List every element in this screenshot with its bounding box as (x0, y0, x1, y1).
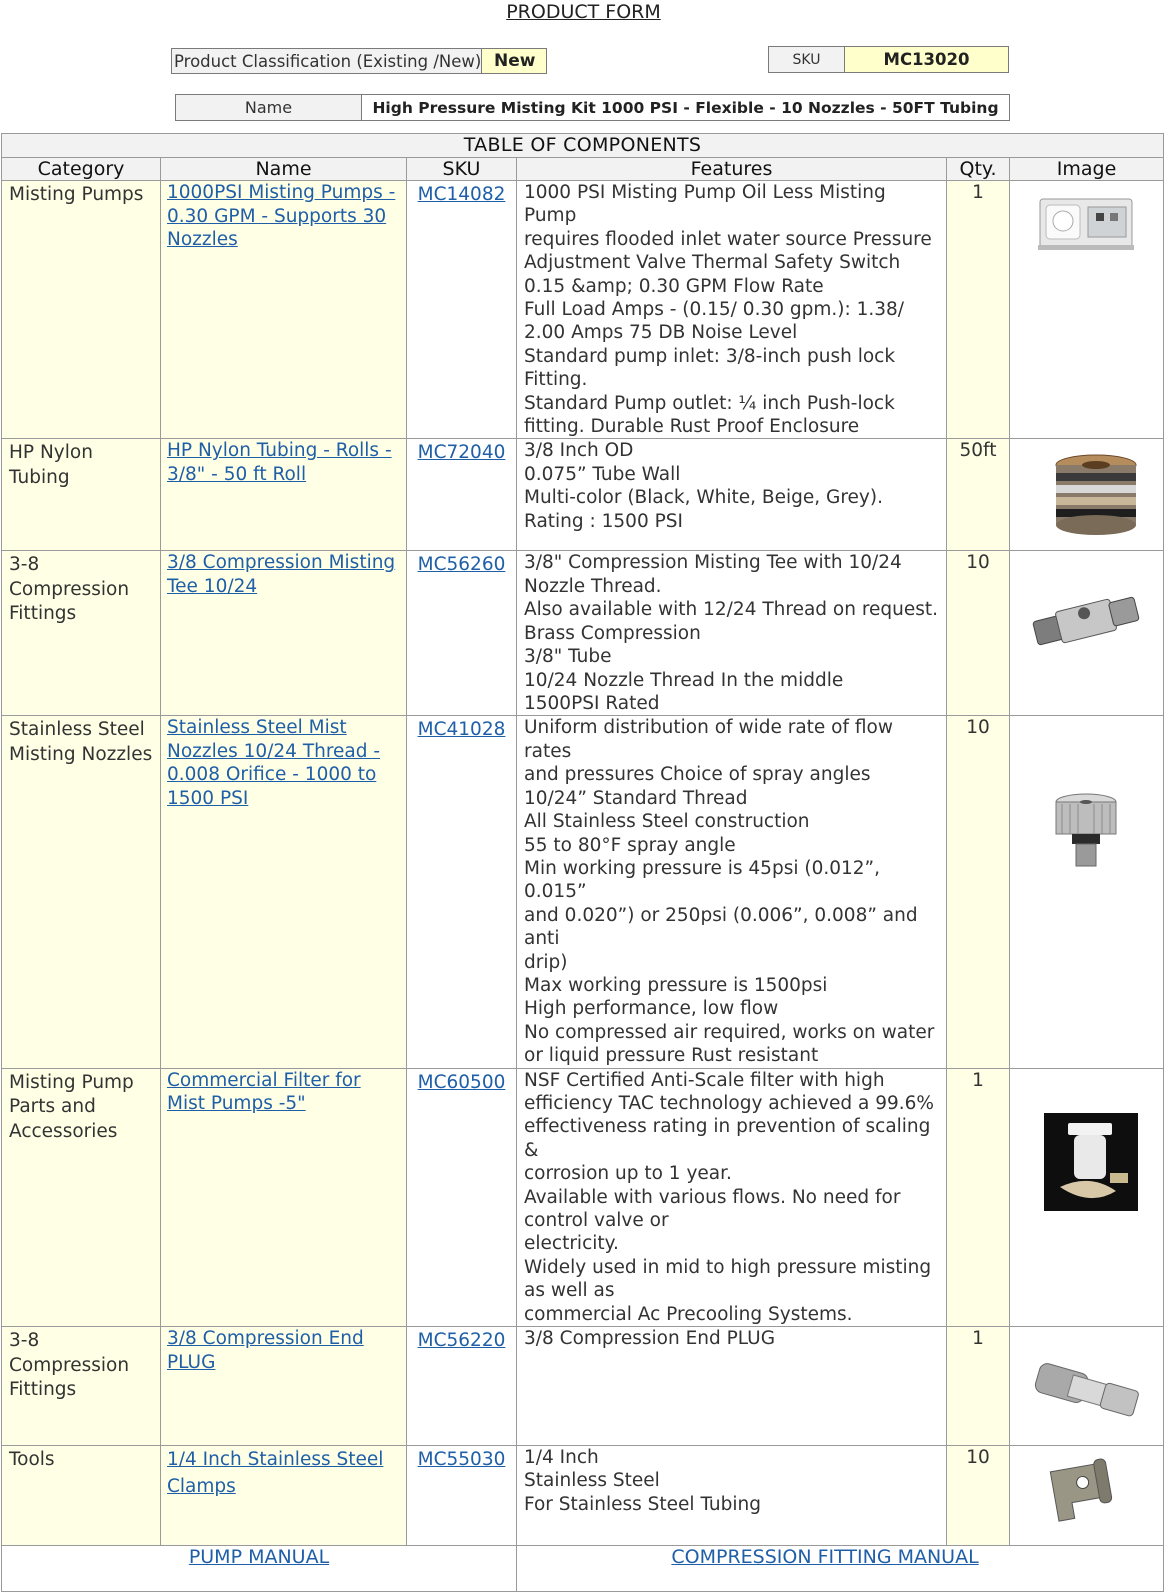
product-name-link[interactable]: 1/4 Inch Stainless Steel Clamps (167, 1449, 384, 1498)
feature-line: Stainless Steel (524, 1470, 660, 1492)
product-name-link[interactable]: 1000PSI Misting Pumps - 0.30 GPM - Supports 30 Nozzles (167, 182, 396, 250)
feature-line: Also available with 12/24 Thread on request. (524, 599, 939, 621)
pump-manual-link[interactable]: PUMP MANUAL (188, 1546, 330, 1569)
row-category: Misting Pumps (2, 181, 161, 439)
classification-value: New (482, 49, 546, 73)
feature-line: efficiency TAC technology achieved a 99.6% (524, 1092, 934, 1114)
feature-line: and 0.020”) or 250psi (0.006”, 0.008” and anti (524, 904, 918, 950)
row-qty: 1 (947, 1068, 1010, 1326)
feature-line: electricity. (524, 1233, 619, 1255)
tubing-roll-photo-icon (1010, 439, 1162, 547)
table-row (2, 1327, 1164, 1446)
feature-line: Standard pump inlet: 3/8-inch push lock (524, 345, 896, 367)
feature-line: Fitting. (524, 369, 588, 391)
row-qty: 50ft (947, 439, 1010, 551)
feature-line: 10/24” Standard Thread (524, 787, 748, 809)
feature-line: For Stainless Steel Tubing (524, 1493, 762, 1515)
table-row (2, 439, 1164, 551)
product-name-link[interactable]: 3/8 Compression End PLUG (167, 1328, 364, 1373)
feature-line: Pump (524, 205, 577, 227)
feature-line: NSF Certified Anti-Scale filter with high (524, 1069, 885, 1091)
name-label: Name (176, 95, 362, 120)
feature-line: as well as (524, 1280, 615, 1302)
row-qty: 1 (947, 1327, 1010, 1446)
header-features: Features (517, 158, 947, 181)
product-sku-link[interactable]: MC72040 (417, 442, 506, 464)
compression-fitting-manual-link[interactable]: COMPRESSION FITTING MANUAL (671, 1546, 979, 1569)
header-category: Category (2, 158, 161, 181)
row-category: 3-8 Compression Fittings (2, 1327, 161, 1446)
feature-line: 10/24 Nozzle Thread In the middle (524, 669, 844, 691)
product-name-link[interactable]: 3/8 Compression Misting Tee 10/24 (167, 552, 396, 597)
filter-photo-icon (1010, 1069, 1162, 1249)
row-category: Stainless Steel Misting Nozzles (2, 716, 161, 1068)
product-sku-link[interactable]: MC60500 (417, 1071, 506, 1093)
table-row (2, 1446, 1164, 1546)
product-name-link[interactable]: Commercial Filter for Mist Pumps -5" (167, 1069, 361, 1115)
header-qty: Qty. (947, 158, 1010, 181)
misting-pump-photo-icon (1010, 181, 1162, 271)
feature-line: Standard Pump outlet: ¼ inch Push-lock (524, 392, 895, 414)
name-field (175, 94, 1010, 121)
feature-line: control valve or (524, 1210, 669, 1231)
table-caption: TABLE OF COMPONENTS (2, 134, 1164, 158)
feature-line: 3/8" Compression Misting Tee with 10/24 (524, 552, 902, 574)
row-features (517, 551, 947, 716)
page-title: PRODUCT FORM (506, 1, 661, 23)
feature-line: effectiveness rating in prevention of scaling & (524, 1116, 931, 1161)
feature-line: Nozzle Thread. (524, 575, 662, 597)
product-name-link[interactable]: HP Nylon Tubing - Rolls - 3/8" - 50 ft Roll (167, 440, 392, 485)
product-sku-link[interactable]: MC41028 (417, 719, 506, 741)
row-category: 3-8 Compression Fittings (2, 551, 161, 716)
feature-line: 1000 PSI Misting Pump Oil Less Misting (524, 182, 886, 203)
row-features (517, 439, 947, 551)
product-sku-link[interactable]: MC56220 (417, 1330, 506, 1352)
header-sku: SKU (407, 158, 517, 181)
classification-label: Product Classification (Existing /New) (172, 49, 482, 73)
row-category: HP Nylon Tubing (2, 439, 161, 551)
feature-line: 3/8" Tube (524, 646, 612, 668)
header-name: Name (161, 158, 407, 181)
row-category: Misting Pump Parts and Accessories (2, 1068, 161, 1326)
classification-field (171, 48, 547, 74)
row-qty: 10 (947, 1446, 1010, 1546)
product-name-link[interactable]: Stainless Steel Mist Nozzles 10/24 Thread - 0.008 Orifice - 1000 to 1500 PSI (167, 717, 381, 809)
row-qty: 1 (947, 181, 1010, 439)
mist-nozzle-photo-icon (1010, 716, 1162, 992)
sku-label: SKU (769, 47, 845, 72)
feature-line: fitting. Durable Rust Proof Enclosure (524, 416, 860, 438)
sku-value: MC13020 (845, 47, 1008, 72)
feature-line: Rating : 1500 PSI (524, 510, 683, 532)
feature-line: Min working pressure is 45psi (0.012”, 0.015” (524, 857, 880, 903)
row-qty: 10 (947, 716, 1010, 1068)
components-table (1, 133, 1164, 1592)
feature-line: High performance, low flow (524, 998, 779, 1020)
product-sku-link[interactable]: MC56260 (417, 554, 506, 576)
table-footer (2, 1546, 1164, 1592)
feature-line: Uniform distribution of wide rate of flow rates (524, 717, 893, 762)
row-features (517, 1068, 947, 1326)
name-value: High Pressure Misting Kit 1000 PSI - Flexible - 10 Nozzles - 50FT Tubing (372, 98, 999, 117)
feature-line: drip) (524, 951, 568, 973)
feature-line: and pressures Choice of spray angles (524, 764, 871, 786)
table-row (2, 716, 1164, 1068)
row-features (517, 181, 947, 439)
feature-line: 3/8 Compression End PLUG (524, 1328, 776, 1350)
feature-line: Available with various flows. No need for (524, 1186, 901, 1208)
table-row (2, 551, 1164, 716)
clamp-photo-icon (1010, 1446, 1162, 1542)
row-features (517, 716, 947, 1068)
feature-line: 3/8 Inch OD (524, 440, 634, 462)
feature-line: 55 to 80°F spray angle (524, 834, 736, 856)
feature-line: requires flooded inlet water source Pressure (524, 228, 932, 250)
product-sku-link[interactable]: MC14082 (417, 184, 506, 205)
feature-line: Full Load Amps - (0.15/ 0.30 gpm.): 1.38/ (524, 299, 905, 321)
feature-line: 0.075” Tube Wall (524, 463, 681, 485)
product-sku-link[interactable]: MC55030 (417, 1449, 506, 1471)
end-plug-photo-icon (1010, 1327, 1162, 1441)
header-image: Image (1010, 158, 1164, 181)
feature-line: Multi-color (Black, White, Beige, Grey). (524, 487, 883, 509)
compression-tee-photo-icon (1010, 551, 1162, 711)
feature-line: corrosion up to 1 year. (524, 1163, 732, 1185)
feature-line: commercial Ac Precooling Systems. (524, 1303, 853, 1325)
feature-line: or liquid pressure Rust resistant (524, 1045, 819, 1067)
row-category: Tools (2, 1446, 161, 1546)
row-qty: 10 (947, 551, 1010, 716)
feature-line: Widely used in mid to high pressure misting (524, 1256, 932, 1278)
feature-line: 2.00 Amps 75 DB Noise Level (524, 322, 798, 344)
table-row (2, 1068, 1164, 1326)
feature-line: 0.15 &amp; 0.30 GPM Flow Rate (524, 275, 824, 297)
row-features (517, 1446, 947, 1546)
feature-line: No compressed air required, works on water (524, 1021, 935, 1043)
feature-line: 1500PSI Rated (524, 692, 660, 714)
feature-line: Adjustment Valve Thermal Safety Switch (524, 252, 901, 274)
feature-line: 1/4 Inch (524, 1447, 599, 1469)
sku-field (768, 46, 1009, 73)
feature-line: All Stainless Steel construction (524, 811, 810, 833)
row-features (517, 1327, 947, 1446)
feature-line: Max working pressure is 1500psi (524, 974, 828, 996)
table-row (2, 181, 1164, 439)
feature-line: Brass Compression (524, 622, 701, 644)
